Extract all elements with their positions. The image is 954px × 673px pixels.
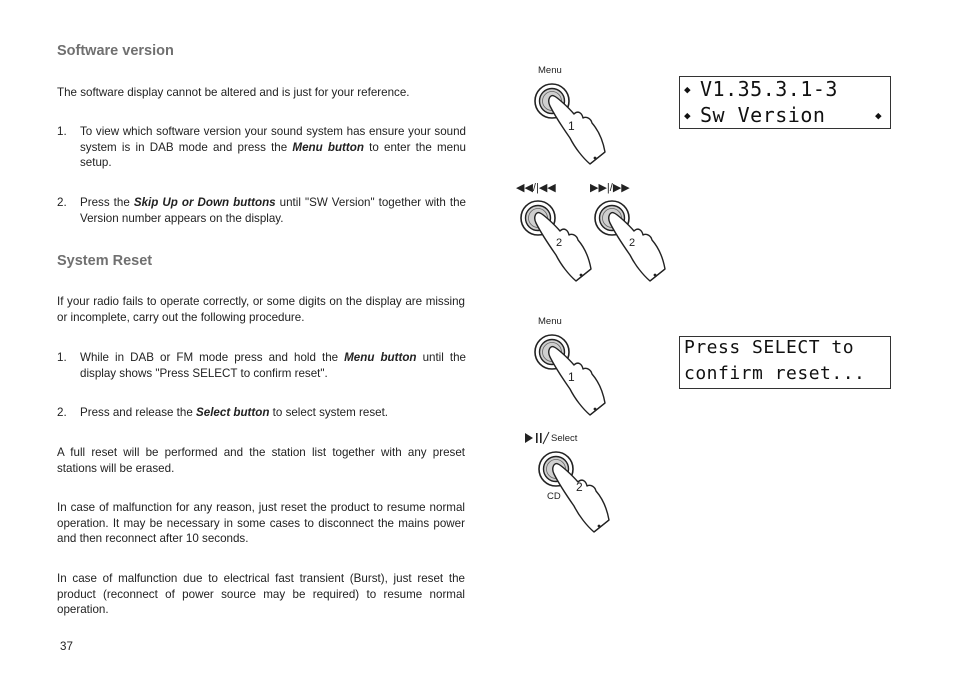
reset-note-2: In case of malfunction for any reason, just reset the product to resume normal operation. It may be necessary in some cases to disconnect the mains power and then reconnect after 10 seconds.: [57, 501, 465, 546]
software-step-2: [57, 195, 466, 227]
lcd-version-line: V1.35.3.1-3: [700, 77, 838, 101]
pointing-hand-icon-3: [609, 213, 665, 281]
step-text: Press and release the: [80, 406, 197, 419]
step-text: to select system reset.: [269, 406, 389, 419]
skip-up-label: ▶▶|/▶▶: [590, 182, 630, 194]
step-number: 2.: [57, 406, 67, 419]
menu-button-ref: Menu button: [292, 140, 364, 154]
software-intro: The software display cannot be altered and is just for your reference.: [57, 86, 410, 99]
menu-step-2: 1: [568, 370, 575, 384]
page-number: 37: [60, 640, 73, 653]
lcd-press-select-line: Press SELECT to: [684, 337, 855, 358]
step-text: until "SW Version" together with the Version number appears on the display.: [80, 196, 466, 225]
cd-label: CD: [547, 491, 561, 502]
step-number: 2.: [57, 196, 67, 209]
lcd-display-version: [679, 76, 891, 129]
step-text: While in DAB or FM mode press and hold the: [80, 351, 345, 364]
select-button-ref: Select button: [196, 406, 270, 419]
diamond-icon: ◆: [684, 83, 691, 96]
lcd-display-reset: [679, 336, 891, 389]
menu-button-ref: Menu button: [344, 351, 417, 364]
menu-label-2: Menu: [538, 316, 562, 327]
pointing-hand-icon-5: [553, 464, 609, 532]
step-text: Press the: [80, 196, 134, 209]
reset-step-2: [57, 405, 466, 421]
select-step: 2: [576, 480, 583, 494]
diamond-icon: ◆: [684, 109, 691, 122]
skip-up-step: 2: [629, 237, 636, 249]
step-number: 1.: [57, 351, 67, 364]
play-pause-icon: [525, 432, 549, 444]
system-reset-heading: System Reset: [57, 253, 153, 269]
menu-label-1: Menu: [538, 65, 562, 76]
reset-note-1: A full reset will be performed and the station list together with any preset stations will be erased.: [57, 446, 465, 475]
step-number: 1.: [57, 125, 67, 138]
select-label: Select: [551, 433, 578, 444]
software-version-heading: Software version: [57, 43, 174, 59]
reset-note-3: In case of malfunction due to electrical fast transient (Burst), just reset the product (reconnect of power source may be required) to resume normal operation.: [57, 572, 465, 617]
diamond-icon: ◆: [875, 109, 882, 122]
pointing-hand-icon-4: [549, 347, 605, 415]
button-illustrations: [500, 55, 680, 535]
lcd-confirm-reset-line: confirm reset...: [684, 363, 866, 384]
reset-step-1: [57, 350, 466, 382]
software-step-1: [57, 124, 466, 172]
pointing-hand-icon-2: [535, 213, 591, 281]
reset-intro: If your radio fails to operate correctly, or some digits on the display are missing or incomplete, carry out the following procedure.: [57, 295, 465, 324]
skip-down-step: 2: [556, 237, 563, 249]
skip-buttons-ref: Skip Up or Down buttons: [133, 196, 276, 209]
skip-down-label: ◀◀/|◀◀: [516, 182, 556, 194]
step-text: To view which software version your sound system has ensure your sound system is in DAB mode and press the: [80, 125, 466, 154]
step-text: until the display shows "Press SELECT to confirm reset".: [80, 351, 467, 380]
pointing-hand-icon-1: [549, 96, 605, 164]
step-text: to enter the menu setup.: [80, 140, 466, 170]
lcd-sw-version-line: Sw Version: [700, 103, 826, 127]
menu-step-1: 1: [568, 119, 575, 133]
